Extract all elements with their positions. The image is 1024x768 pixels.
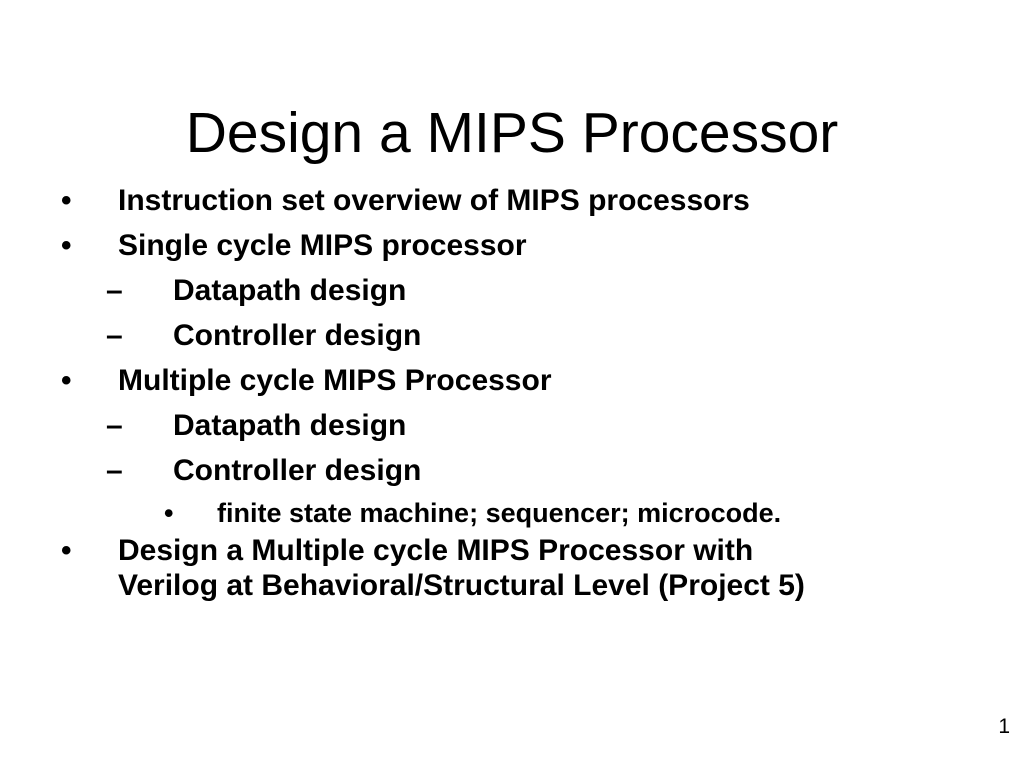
list-item — [0, 268, 1024, 313]
list-item — [0, 493, 1024, 533]
slide-title: Design a MIPS Processor — [185, 101, 839, 166]
bullet-icon: • — [61, 534, 72, 567]
dash-icon: – — [106, 409, 123, 442]
list-item — [0, 358, 1024, 403]
dash-icon: – — [106, 274, 123, 307]
list-item-text: Multiple cycle MIPS Processor — [118, 364, 552, 397]
list-item — [0, 178, 1024, 223]
list-item-text: Datapath design — [173, 409, 407, 442]
list-item-text: Datapath design — [173, 274, 407, 307]
list-item-text: Design a Multiple cycle MIPS Processor with — [118, 534, 754, 567]
bullet-icon: • — [61, 229, 72, 262]
list-item — [0, 223, 1024, 268]
page-number: 1 — [998, 715, 1010, 738]
bullet-list — [0, 178, 1024, 603]
list-item-text: Verilog at Behavioral/Structural Level (Project 5) — [118, 569, 805, 602]
bullet-icon: • — [61, 184, 72, 217]
list-item — [0, 313, 1024, 358]
list-item-text: Controller design — [173, 454, 422, 487]
bullet-icon: • — [61, 364, 72, 397]
list-item-text: Controller design — [173, 319, 422, 352]
list-item — [0, 403, 1024, 448]
list-item — [0, 533, 1024, 603]
dash-icon: – — [106, 319, 123, 352]
list-item-text: Instruction set overview of MIPS processors — [118, 184, 750, 217]
list-item-text: Single cycle MIPS processor — [118, 229, 527, 262]
bullet-icon: • — [164, 498, 174, 528]
list-item-text: finite state machine; sequencer; microcode. — [217, 498, 782, 528]
list-item — [0, 448, 1024, 493]
dash-icon: – — [106, 454, 123, 487]
